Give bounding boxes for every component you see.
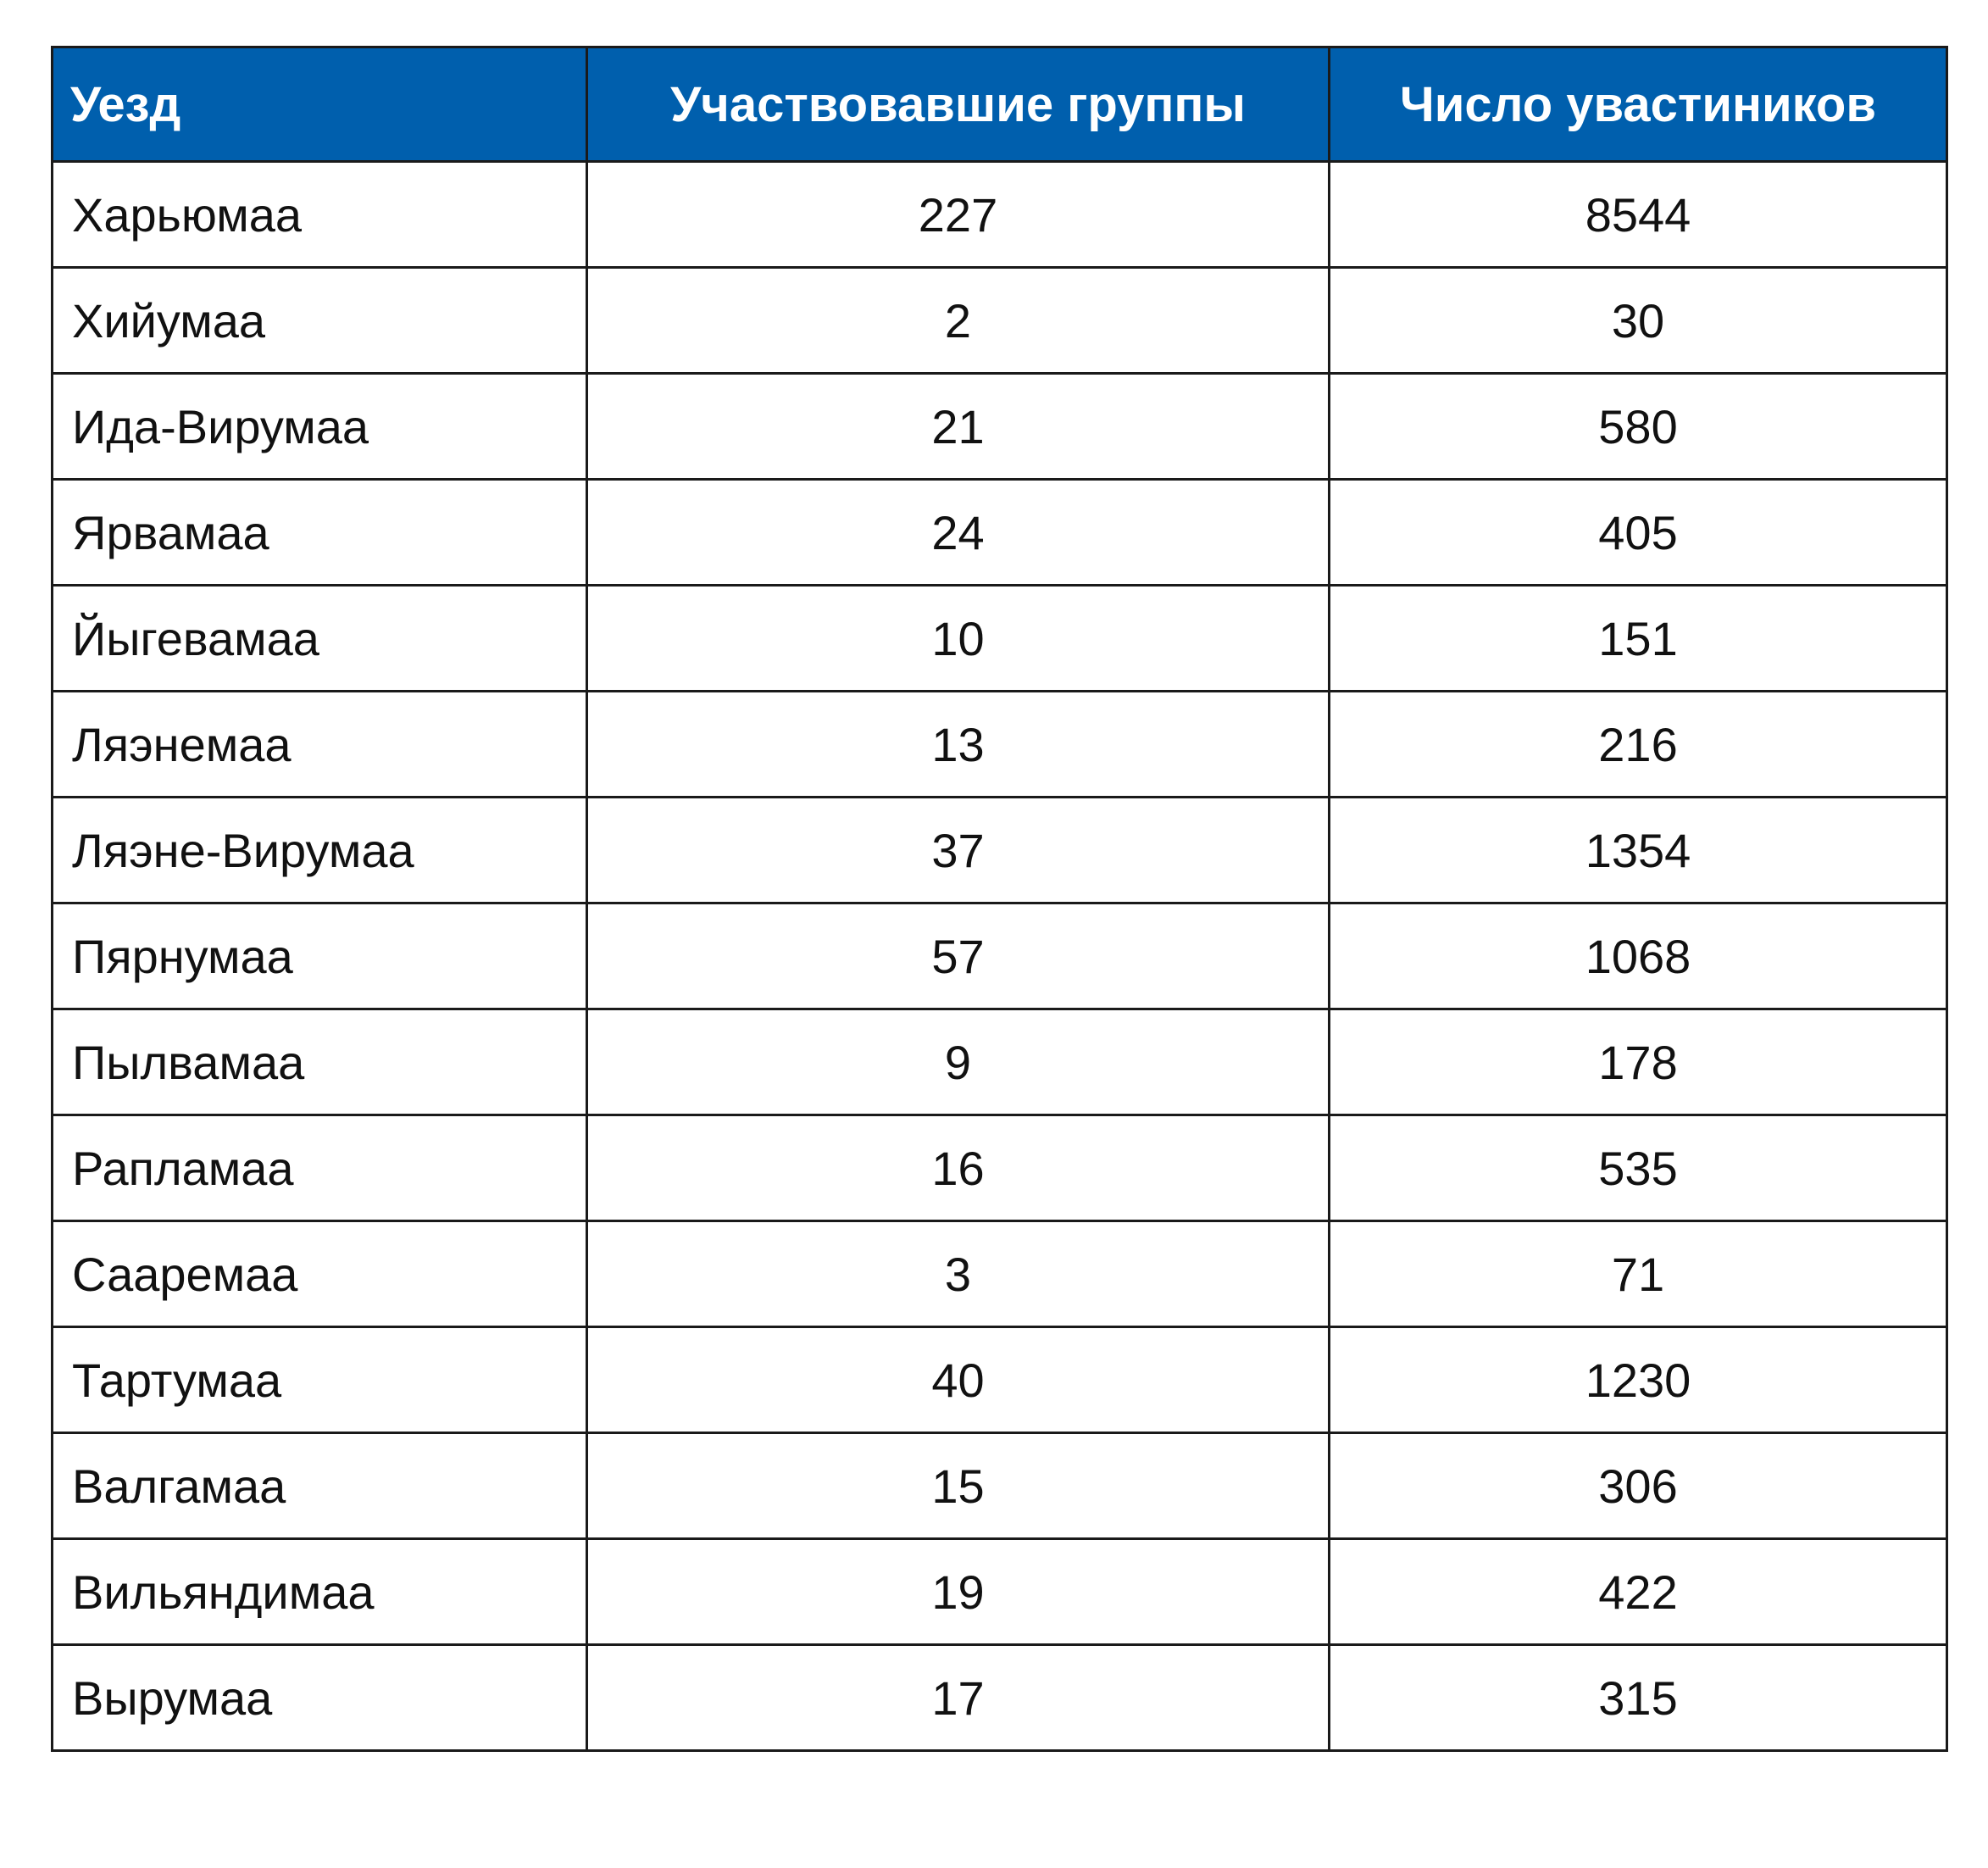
table-row [53, 692, 1947, 798]
participants-count-cell: 1354 [1330, 798, 1947, 903]
table-row [53, 374, 1947, 480]
table-row [53, 1221, 1947, 1327]
county-name-cell: Сааремаа [53, 1221, 587, 1327]
table-row [53, 798, 1947, 903]
column-header-participants: Число увастиников [1330, 47, 1947, 162]
table-row [53, 268, 1947, 374]
groups-count-cell: 3 [587, 1221, 1330, 1327]
county-name-cell: Тартумаа [53, 1327, 587, 1433]
county-participants-table [51, 46, 1948, 1752]
table-row [53, 162, 1947, 268]
table-row [53, 480, 1947, 586]
groups-count-cell: 16 [587, 1115, 1330, 1221]
participants-count-cell: 30 [1330, 268, 1947, 374]
groups-count-cell: 10 [587, 586, 1330, 692]
participants-count-cell: 71 [1330, 1221, 1947, 1327]
participants-count-cell: 405 [1330, 480, 1947, 586]
county-name-cell: Ярвамаа [53, 480, 587, 586]
table-row [53, 1433, 1947, 1539]
county-name-cell: Пярнумаа [53, 903, 587, 1009]
participants-count-cell: 216 [1330, 692, 1947, 798]
groups-count-cell: 2 [587, 268, 1330, 374]
table-row [53, 1645, 1947, 1751]
county-name-cell: Ляэнемаа [53, 692, 587, 798]
participants-count-cell: 422 [1330, 1539, 1947, 1645]
county-name-cell: Вильяндимаа [53, 1539, 587, 1645]
county-name-cell: Пылвамаа [53, 1009, 587, 1115]
table-body [53, 162, 1947, 1751]
groups-count-cell: 17 [587, 1645, 1330, 1751]
participants-count-cell: 1230 [1330, 1327, 1947, 1433]
groups-count-cell: 24 [587, 480, 1330, 586]
participants-count-cell: 8544 [1330, 162, 1947, 268]
county-name-cell: Хийумаа [53, 268, 587, 374]
groups-count-cell: 15 [587, 1433, 1330, 1539]
participants-count-cell: 580 [1330, 374, 1947, 480]
participants-count-cell: 535 [1330, 1115, 1947, 1221]
county-name-cell: Ляэне-Вирумаа [53, 798, 587, 903]
table-header-row [53, 47, 1947, 162]
groups-count-cell: 9 [587, 1009, 1330, 1115]
column-header-county: Уезд [53, 47, 587, 162]
county-name-cell: Вырумаа [53, 1645, 587, 1751]
county-name-cell: Валгамаа [53, 1433, 587, 1539]
groups-count-cell: 57 [587, 903, 1330, 1009]
table-row [53, 1115, 1947, 1221]
table-row [53, 903, 1947, 1009]
table-row [53, 1009, 1947, 1115]
groups-count-cell: 40 [587, 1327, 1330, 1433]
groups-count-cell: 13 [587, 692, 1330, 798]
county-name-cell: Харьюмаа [53, 162, 587, 268]
county-name-cell: Рапламаа [53, 1115, 587, 1221]
participants-count-cell: 178 [1330, 1009, 1947, 1115]
participants-count-cell: 306 [1330, 1433, 1947, 1539]
column-header-groups: Участвовавшие группы [587, 47, 1330, 162]
groups-count-cell: 21 [587, 374, 1330, 480]
participants-count-cell: 315 [1330, 1645, 1947, 1751]
county-name-cell: Йыгевамаа [53, 586, 587, 692]
table-row [53, 1327, 1947, 1433]
groups-count-cell: 19 [587, 1539, 1330, 1645]
county-name-cell: Ида-Вирумаа [53, 374, 587, 480]
participants-count-cell: 151 [1330, 586, 1947, 692]
table-row [53, 1539, 1947, 1645]
groups-count-cell: 227 [587, 162, 1330, 268]
groups-count-cell: 37 [587, 798, 1330, 903]
data-table-container [51, 46, 1946, 1752]
participants-count-cell: 1068 [1330, 903, 1947, 1009]
table-row [53, 586, 1947, 692]
